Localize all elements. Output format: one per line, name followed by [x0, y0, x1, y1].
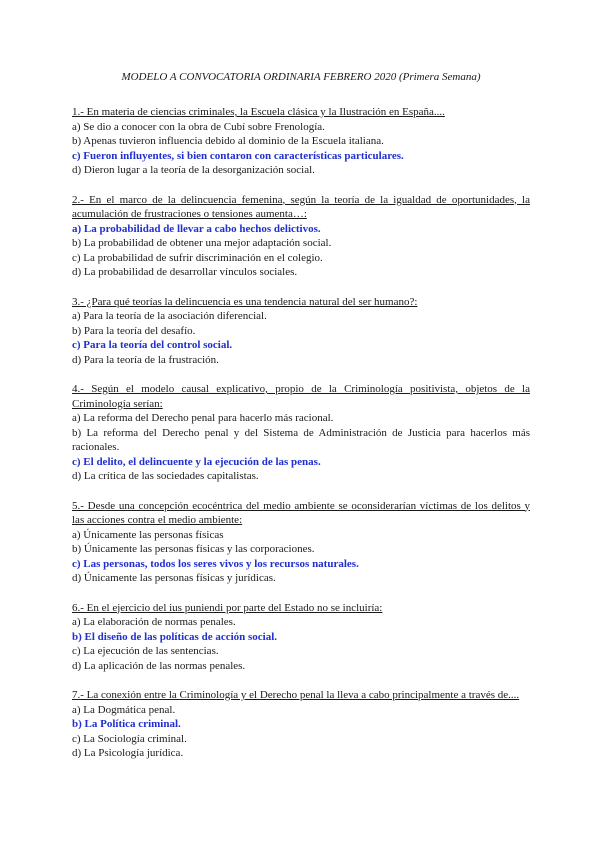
correct-answer-option: a) La probabilidad de llevar a cabo hechos delictivos.: [72, 222, 321, 235]
question-text: 1.- En materia de ciencias criminales, la Escuela clásica y la Ilustración en España....: [72, 106, 445, 118]
exam-page: [72, 70, 530, 776]
question-list: [72, 105, 530, 761]
correct-answer-option: b) La Política criminal.: [72, 718, 181, 730]
answer-option: d) La aplicación de las normas penales.: [72, 659, 246, 672]
answer-options: [72, 222, 530, 280]
answer-option: b) Únicamente las personas físicas y las corporaciones.: [72, 543, 315, 555]
answer-option: d) La crítica de las sociedades capitalistas.: [72, 470, 259, 482]
question-block: [72, 382, 530, 484]
correct-answer-option: c) El delito, el delincuente y la ejecución de las penas.: [72, 455, 321, 468]
answer-option: b) La probabilidad de obtener una mejor adaptación social.: [72, 237, 332, 249]
answer-option: b) Para la teoría del desafío.: [72, 324, 196, 337]
question-block: [72, 295, 530, 368]
question-text: 6.- En el ejercicio del ius puniendi por parte del Estado no se incluiría:: [72, 601, 383, 614]
answer-option: a) La reforma del Derecho penal para hacerlo más racional.: [72, 412, 334, 424]
answer-options: [72, 703, 530, 761]
answer-option: c) La probabilidad de sufrir discriminación en el colegio.: [72, 251, 323, 264]
question-block: [72, 193, 530, 280]
question-text: 3.- ¿Para qué teorías la delincuencia es una tendencia natural del ser humano?:: [72, 295, 418, 308]
answer-options: [72, 528, 530, 586]
answer-option: a) Únicamente las personas físicas: [72, 528, 224, 541]
question-block: [72, 688, 530, 761]
answer-options: [72, 411, 530, 484]
answer-options: [72, 615, 530, 673]
question-text: 4.- Según el modelo causal explicativo, propio de la Criminología positivista, objetos de la Criminología serían:: [72, 383, 530, 410]
answer-option: d) Para la teoría de la frustración.: [72, 353, 219, 366]
question-block: [72, 601, 530, 674]
answer-option: a) Se dio a conocer con la obra de Cubí sobre Frenología.: [72, 120, 325, 133]
answer-option: b) La reforma del Derecho penal y del Sistema de Administración de Justicia para hacerlos más racionales.: [72, 426, 530, 453]
answer-option: c) La ejecución de las sentencias.: [72, 645, 219, 657]
correct-answer-option: c) Las personas, todos los seres vivos y los recursos naturales.: [72, 557, 359, 570]
answer-option: a) Para la teoría de la asociación diferencial.: [72, 310, 267, 322]
correct-answer-option: b) El diseño de las políticas de acción social.: [72, 630, 278, 643]
question-text: 2.- En el marco de la delincuencia femenina, según la teoría de la igualdad de oportunidades, la acumulación de frustraciones o tensiones aumenta…:: [72, 193, 530, 220]
answer-option: a) La Dogmática penal.: [72, 703, 176, 716]
answer-option: d) Dieron lugar a la teoría de la desorganización social.: [72, 164, 315, 176]
question-block: [72, 105, 530, 178]
question-text: 7.- La conexión entre la Criminología y el Derecho penal la lleva a cabo principalmente a través de....: [72, 689, 520, 701]
correct-answer-option: c) Fueron influyentes, si bien contaron con características particulares.: [72, 149, 404, 162]
question-text: 5.- Desde una concepción ecocéntrica del medio ambiente se oconsiderarían víctimas de los delitos y las acciones contra el medio ambiente:: [72, 499, 530, 526]
answer-option: a) La elaboración de normas penales.: [72, 616, 236, 628]
answer-option: b) Apenas tuvieron influencia debido al dominio de la Escuela italiana.: [72, 135, 384, 147]
question-block: [72, 499, 530, 586]
answer-option: d) La Psicología jurídica.: [72, 747, 184, 759]
answer-option: d) La probabilidad de desarrollar vínculos sociales.: [72, 266, 298, 278]
answer-options: [72, 120, 530, 178]
answer-option: d) Únicamente las personas físicas y jurídicas.: [72, 572, 276, 584]
answer-options: [72, 309, 530, 367]
correct-answer-option: c) Para la teoría del control social.: [72, 339, 233, 351]
document-title: MODELO A CONVOCATORIA ORDINARIA FEBRERO 2020 (Primera Semana): [121, 71, 481, 83]
answer-option: c) La Sociología criminal.: [72, 732, 187, 745]
